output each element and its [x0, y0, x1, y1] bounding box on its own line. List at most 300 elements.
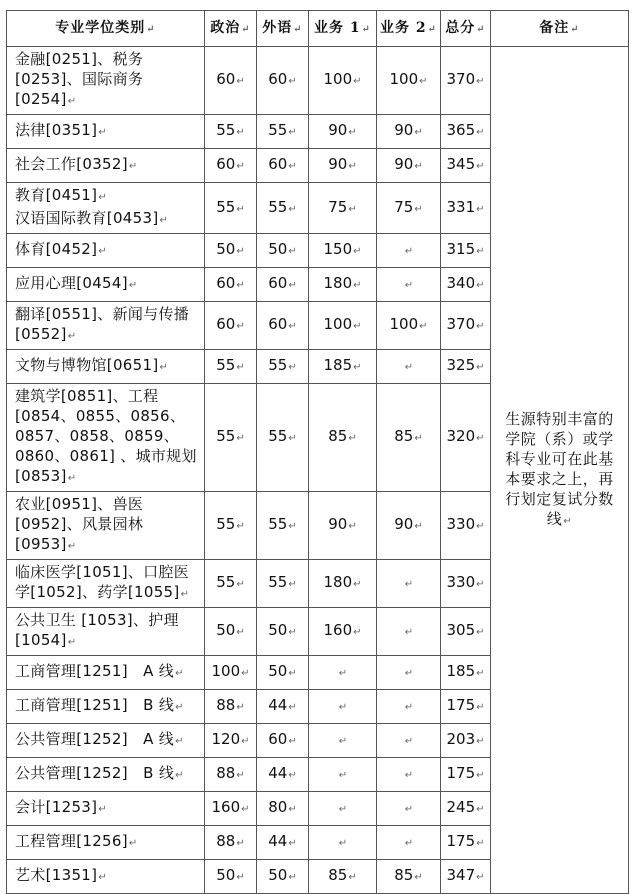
- category-text: 汉语国际教育[0453]: [15, 209, 159, 227]
- paragraph-mark-icon: ↵: [414, 433, 423, 444]
- course2-score-cell: [377, 724, 441, 758]
- paragraph-mark-icon: ↵: [236, 203, 245, 215]
- paragraph-mark-icon: ↵: [236, 433, 245, 444]
- course1-score: 90: [328, 515, 348, 533]
- politics-score-cell: [205, 826, 257, 860]
- language-score-cell: [257, 758, 309, 792]
- paragraph-mark-icon: ↵: [476, 770, 485, 781]
- paragraph-mark-icon: ↵: [159, 362, 169, 373]
- politics-score-cell: [205, 492, 257, 560]
- paragraph-mark-icon: ↵: [175, 702, 184, 713]
- total-score: 370: [446, 315, 476, 333]
- paragraph-mark-icon: ↵: [236, 246, 245, 257]
- paragraph-mark-icon: ↵: [236, 521, 245, 532]
- course2-score-cell: [377, 826, 441, 860]
- politics-score: 55: [216, 121, 236, 139]
- paragraph-mark-icon: ↵: [404, 280, 414, 291]
- total-score-cell: [441, 268, 491, 302]
- course1-score-cell: [309, 47, 377, 115]
- header-category: 专业学位类别↵: [7, 11, 205, 47]
- course2-score-cell: [377, 183, 441, 234]
- paragraph-mark-icon: ↵: [175, 736, 184, 747]
- course2-score-cell: [377, 302, 441, 350]
- language-score: 44: [268, 764, 288, 782]
- course2-score-cell: [377, 149, 441, 183]
- paragraph-mark-icon: ↵: [241, 668, 250, 679]
- course1-score-cell: [309, 860, 377, 894]
- paragraph-mark-icon: ↵: [414, 127, 423, 138]
- politics-score: 60: [216, 70, 236, 88]
- category-cell: [7, 690, 205, 724]
- politics-score: 50: [216, 621, 236, 639]
- paragraph-mark-icon: ↵: [353, 362, 362, 373]
- course2-score-cell: [377, 656, 441, 690]
- paragraph-mark-icon: ↵: [288, 280, 297, 291]
- total-score: 315: [446, 240, 476, 258]
- category-text: 文物与博物馆[0651]: [15, 356, 159, 374]
- category-cell: [7, 724, 205, 758]
- paragraph-mark-icon: ↵: [241, 804, 250, 815]
- paragraph-mark-icon: ↵: [404, 627, 414, 638]
- course1-score-cell: [309, 350, 377, 384]
- header-remark: 备注↵: [491, 11, 629, 47]
- total-score: 245: [446, 798, 476, 816]
- header-course2: 业务 2↵: [377, 11, 441, 47]
- language-score-cell: [257, 860, 309, 894]
- category-text: 金融[0251]、税务[0253]、国际商务[0254]: [15, 50, 144, 108]
- paragraph-mark-icon: ↵: [288, 203, 297, 215]
- course1-score: 90: [328, 155, 348, 173]
- paragraph-mark-icon: ↵: [288, 433, 297, 444]
- paragraph-mark-icon: ↵: [419, 76, 428, 87]
- paragraph-mark-icon: ↵: [236, 161, 245, 172]
- course2-score: 85: [394, 866, 414, 884]
- course2-score-cell: [377, 350, 441, 384]
- category-cell: [7, 47, 205, 115]
- paragraph-mark-icon: ↵: [404, 246, 414, 257]
- total-score-cell: [441, 234, 491, 268]
- total-score: 175: [446, 764, 476, 782]
- score-table-sheet: [6, 10, 628, 884]
- paragraph-mark-icon: ↵: [348, 872, 357, 883]
- paragraph-mark-icon: ↵: [288, 246, 297, 257]
- course2-score: 85: [394, 427, 414, 445]
- category-cell: [7, 183, 205, 234]
- language-score: 55: [268, 427, 288, 445]
- course2-score-cell: [377, 860, 441, 894]
- category-cell: [7, 268, 205, 302]
- total-score: 330: [446, 573, 476, 591]
- politics-score: 60: [216, 274, 236, 292]
- total-score-cell: [441, 384, 491, 492]
- paragraph-mark-icon: ↵: [353, 246, 362, 257]
- total-score-cell: [441, 350, 491, 384]
- paragraph-mark-icon: ↵: [348, 433, 357, 444]
- politics-score-cell: [205, 724, 257, 758]
- paragraph-mark-icon: ↵: [353, 579, 362, 590]
- paragraph-mark-icon: ↵: [476, 804, 485, 815]
- paragraph-mark-icon: ↵: [288, 521, 297, 532]
- course1-score-cell: [309, 758, 377, 792]
- politics-score-cell: [205, 234, 257, 268]
- course2-score: 100: [389, 70, 419, 88]
- paragraph-mark-icon: ↵: [236, 362, 245, 373]
- paragraph-mark-icon: ↵: [288, 579, 297, 590]
- paragraph-mark-icon: ↵: [353, 321, 362, 332]
- paragraph-mark-icon: ↵: [476, 521, 485, 532]
- language-score: 50: [268, 621, 288, 639]
- paragraph-mark-icon: ↵: [476, 668, 485, 679]
- politics-score-cell: [205, 656, 257, 690]
- paragraph-mark-icon: ↵: [348, 203, 357, 215]
- course2-score-cell: [377, 234, 441, 268]
- course1-score-cell: [309, 115, 377, 149]
- politics-score-cell: [205, 268, 257, 302]
- course1-score-cell: [309, 384, 377, 492]
- language-score-cell: [257, 268, 309, 302]
- course2-score-cell: [377, 690, 441, 724]
- remark-cell: [491, 47, 629, 894]
- score-requirements-table: [6, 10, 629, 894]
- paragraph-mark-icon: ↵: [476, 280, 485, 291]
- paragraph-mark-icon: ↵: [353, 76, 362, 87]
- total-score: 175: [446, 696, 476, 714]
- language-score-cell: [257, 656, 309, 690]
- course2-score: 90: [394, 121, 414, 139]
- paragraph-mark-icon: ↵: [404, 702, 414, 713]
- category-cell: [7, 234, 205, 268]
- paragraph-mark-icon: ↵: [98, 127, 107, 138]
- paragraph-mark-icon: ↵: [128, 161, 138, 172]
- paragraph-mark-icon: ↵: [476, 433, 485, 444]
- language-score-cell: [257, 826, 309, 860]
- category-text: 会计[1253]: [15, 798, 98, 816]
- category-cell: [7, 115, 205, 149]
- language-score-cell: [257, 183, 309, 234]
- politics-score-cell: [205, 758, 257, 792]
- total-score: 203: [446, 730, 476, 748]
- paragraph-mark-icon: ↵: [236, 127, 245, 138]
- course2-score: 90: [394, 155, 414, 173]
- course2-score-cell: [377, 792, 441, 826]
- politics-score-cell: [205, 350, 257, 384]
- course1-score: 85: [328, 866, 348, 884]
- paragraph-mark-icon: ↵: [288, 702, 297, 713]
- language-score-cell: [257, 690, 309, 724]
- paragraph-mark-icon: ↵: [476, 127, 485, 138]
- paragraph-mark-icon: ↵: [288, 770, 297, 781]
- category-cell: [7, 149, 205, 183]
- language-score-cell: [257, 234, 309, 268]
- language-score: 60: [268, 730, 288, 748]
- category-text: 翻译[0551]、新闻与传播[0552]: [15, 305, 190, 343]
- paragraph-mark-icon: ↵: [288, 872, 297, 883]
- category-text: 体育[0452]: [15, 240, 98, 258]
- course2-score-cell: [377, 560, 441, 608]
- politics-score-cell: [205, 384, 257, 492]
- paragraph-mark-icon: ↵: [67, 96, 77, 107]
- total-score-cell: [441, 826, 491, 860]
- course2-score-cell: [377, 758, 441, 792]
- course1-score-cell: [309, 234, 377, 268]
- politics-score: 55: [216, 197, 236, 216]
- paragraph-mark-icon: ↵: [236, 770, 245, 781]
- paragraph-mark-icon: ↵: [288, 362, 297, 373]
- politics-score: 55: [216, 427, 236, 445]
- course1-score: 185: [323, 356, 353, 374]
- course2-score-cell: [377, 608, 441, 656]
- language-score: 50: [268, 866, 288, 884]
- politics-score: 88: [216, 832, 236, 850]
- politics-score: 120: [211, 730, 241, 748]
- total-score-cell: [441, 492, 491, 560]
- course2-score-cell: [377, 115, 441, 149]
- course1-score: 160: [323, 621, 353, 639]
- category-cell: [7, 384, 205, 492]
- language-score: 50: [268, 240, 288, 258]
- total-score: 347: [446, 866, 476, 884]
- category-text: 临床医学[1051]、口腔医学[1052]、药学[1055]: [15, 563, 190, 601]
- politics-score-cell: [205, 302, 257, 350]
- paragraph-mark-icon: ↵: [98, 192, 107, 203]
- total-score: 320: [446, 427, 476, 445]
- total-score-cell: [441, 792, 491, 826]
- paragraph-mark-icon: ↵: [288, 838, 297, 849]
- course1-score-cell: [309, 826, 377, 860]
- category-text: 农业[0951]、兽医[0952]、风景园林[0953]: [15, 495, 144, 553]
- course1-score: 100: [323, 315, 353, 333]
- course1-score-cell: [309, 149, 377, 183]
- politics-score: 50: [216, 866, 236, 884]
- paragraph-mark-icon: ↵: [338, 804, 348, 815]
- course2-score-cell: [377, 384, 441, 492]
- paragraph-mark-icon: ↵: [128, 280, 138, 291]
- course1-score-cell: [309, 268, 377, 302]
- paragraph-mark-icon: ↵: [67, 541, 77, 552]
- course1-score: 100: [323, 70, 353, 88]
- language-score-cell: [257, 792, 309, 826]
- category-cell: [7, 860, 205, 894]
- total-score: 330: [446, 515, 476, 533]
- paragraph-mark-icon: ↵: [236, 838, 245, 849]
- course2-score: 100: [389, 315, 419, 333]
- total-score: 185: [446, 662, 476, 680]
- header-row: [7, 11, 629, 47]
- language-score-cell: [257, 47, 309, 115]
- paragraph-mark-icon: ↵: [404, 579, 414, 590]
- politics-score: 50: [216, 240, 236, 258]
- paragraph-mark-icon: ↵: [175, 668, 184, 679]
- category-text: 公共管理[1252] B 线: [15, 764, 175, 782]
- language-score: 55: [268, 121, 288, 139]
- paragraph-mark-icon: ↵: [159, 215, 169, 226]
- course1-score-cell: [309, 608, 377, 656]
- language-score: 60: [268, 155, 288, 173]
- course1-score: 180: [323, 274, 353, 292]
- paragraph-mark-icon: ↵: [476, 702, 485, 713]
- politics-score-cell: [205, 792, 257, 826]
- course1-score: 180: [323, 573, 353, 591]
- course2-score-cell: [377, 47, 441, 115]
- total-score-cell: [441, 149, 491, 183]
- paragraph-mark-icon: ↵: [353, 627, 362, 638]
- paragraph-mark-icon: ↵: [338, 838, 348, 849]
- paragraph-mark-icon: ↵: [404, 770, 414, 781]
- header-language: 外语↵: [257, 11, 309, 47]
- category-cell: [7, 656, 205, 690]
- category-text: 法律[0351]: [15, 121, 98, 139]
- category-cell: [7, 350, 205, 384]
- paragraph-mark-icon: ↵: [404, 838, 414, 849]
- category-text: 建筑学[0851]、工程[0854、0855、0856、0857、0858、0859、0860、0861] 、城市规划[0853]: [15, 387, 197, 485]
- total-score-cell: [441, 758, 491, 792]
- total-score-cell: [441, 690, 491, 724]
- total-score: 331: [446, 197, 476, 216]
- paragraph-mark-icon: ↵: [476, 203, 485, 215]
- total-score-cell: [441, 47, 491, 115]
- politics-score-cell: [205, 860, 257, 894]
- total-score-cell: [441, 302, 491, 350]
- language-score: 55: [268, 573, 288, 591]
- paragraph-mark-icon: ↵: [348, 521, 357, 532]
- paragraph-mark-icon: ↵: [288, 627, 297, 638]
- paragraph-mark-icon: ↵: [476, 736, 485, 747]
- politics-score: 160: [211, 798, 241, 816]
- language-score-cell: [257, 492, 309, 560]
- paragraph-mark-icon: ↵: [414, 203, 423, 215]
- course1-score-cell: [309, 792, 377, 826]
- total-score-cell: [441, 656, 491, 690]
- paragraph-mark-icon: ↵: [348, 161, 357, 172]
- paragraph-mark-icon: ↵: [288, 668, 297, 679]
- paragraph-mark-icon: ↵: [98, 246, 107, 257]
- language-score: 50: [268, 662, 288, 680]
- paragraph-mark-icon: ↵: [128, 838, 138, 849]
- politics-score-cell: [205, 608, 257, 656]
- total-score-cell: [441, 115, 491, 149]
- paragraph-mark-icon: ↵: [288, 321, 297, 332]
- paragraph-mark-icon: ↵: [236, 872, 245, 883]
- header-total: 总分↵: [441, 11, 491, 47]
- language-score: 44: [268, 832, 288, 850]
- paragraph-mark-icon: ↵: [353, 280, 362, 291]
- politics-score: 88: [216, 696, 236, 714]
- paragraph-mark-icon: ↵: [476, 321, 485, 332]
- paragraph-mark-icon: ↵: [338, 770, 348, 781]
- course1-score-cell: [309, 183, 377, 234]
- paragraph-mark-icon: ↵: [563, 515, 573, 527]
- paragraph-mark-icon: ↵: [404, 362, 414, 373]
- category-cell: [7, 608, 205, 656]
- paragraph-mark-icon: ↵: [236, 627, 245, 638]
- course1-score-cell: [309, 492, 377, 560]
- category-text: 工商管理[1251] B 线: [15, 696, 175, 714]
- table-row: [7, 47, 629, 115]
- paragraph-mark-icon: ↵: [414, 521, 423, 532]
- paragraph-mark-icon: ↵: [288, 76, 297, 87]
- total-score: 325: [446, 356, 476, 374]
- paragraph-mark-icon: ↵: [414, 872, 423, 883]
- paragraph-mark-icon: ↵: [67, 473, 77, 484]
- total-score-cell: [441, 560, 491, 608]
- politics-score: 88: [216, 764, 236, 782]
- total-score: 305: [446, 621, 476, 639]
- paragraph-mark-icon: ↵: [476, 76, 485, 87]
- language-score-cell: [257, 350, 309, 384]
- politics-score: 55: [216, 573, 236, 591]
- paragraph-mark-icon: ↵: [236, 579, 245, 590]
- course1-score-cell: [309, 690, 377, 724]
- politics-score-cell: [205, 47, 257, 115]
- paragraph-mark-icon: ↵: [476, 627, 485, 638]
- total-score: 340: [446, 274, 476, 292]
- category-cell: [7, 302, 205, 350]
- total-score: 345: [446, 155, 476, 173]
- paragraph-mark-icon: ↵: [288, 161, 297, 172]
- category-text: 应用心理[0454]: [15, 274, 128, 292]
- course1-score-cell: [309, 560, 377, 608]
- language-score-cell: [257, 560, 309, 608]
- language-score-cell: [257, 384, 309, 492]
- category-cell: [7, 826, 205, 860]
- politics-score: 55: [216, 356, 236, 374]
- paragraph-mark-icon: ↵: [476, 838, 485, 849]
- paragraph-mark-icon: ↵: [338, 702, 348, 713]
- total-score-cell: [441, 608, 491, 656]
- course1-score: 75: [328, 197, 348, 216]
- language-score: 55: [268, 197, 288, 216]
- politics-score: 60: [216, 315, 236, 333]
- category-cell: [7, 792, 205, 826]
- course1-score-cell: [309, 724, 377, 758]
- total-score-cell: [441, 183, 491, 234]
- course1-score: 85: [328, 427, 348, 445]
- politics-score-cell: [205, 149, 257, 183]
- paragraph-mark-icon: ↵: [476, 161, 485, 172]
- category-text: 艺术[1351]: [15, 866, 98, 884]
- course1-score-cell: [309, 656, 377, 690]
- paragraph-mark-icon: ↵: [476, 246, 485, 257]
- politics-score-cell: [205, 690, 257, 724]
- header-politics: 政治↵: [205, 11, 257, 47]
- paragraph-mark-icon: ↵: [404, 668, 414, 679]
- language-score: 60: [268, 274, 288, 292]
- category-text: 教育[0451]: [15, 186, 98, 204]
- paragraph-mark-icon: ↵: [476, 579, 485, 590]
- paragraph-mark-icon: ↵: [404, 736, 414, 747]
- total-score-cell: [441, 860, 491, 894]
- language-score: 80: [268, 798, 288, 816]
- paragraph-mark-icon: ↵: [67, 637, 77, 648]
- language-score-cell: [257, 608, 309, 656]
- paragraph-mark-icon: ↵: [476, 872, 485, 883]
- header-course1: 业务 1↵: [309, 11, 377, 47]
- politics-score: 60: [216, 155, 236, 173]
- paragraph-mark-icon: ↵: [338, 668, 348, 679]
- politics-score-cell: [205, 560, 257, 608]
- paragraph-mark-icon: ↵: [288, 804, 297, 815]
- remark-text: 生源特别丰富的学院（系）或学科专业可在此基本要求之上，再行划定复试分数线: [505, 409, 614, 528]
- course1-score-cell: [309, 302, 377, 350]
- paragraph-mark-icon: ↵: [404, 804, 414, 815]
- language-score: 60: [268, 315, 288, 333]
- paragraph-mark-icon: ↵: [236, 702, 245, 713]
- paragraph-mark-icon: ↵: [236, 280, 245, 291]
- course1-score: 150: [323, 240, 353, 258]
- paragraph-mark-icon: ↵: [175, 770, 184, 781]
- total-score: 365: [446, 121, 476, 139]
- category-text: 工程管理[1256]: [15, 832, 128, 850]
